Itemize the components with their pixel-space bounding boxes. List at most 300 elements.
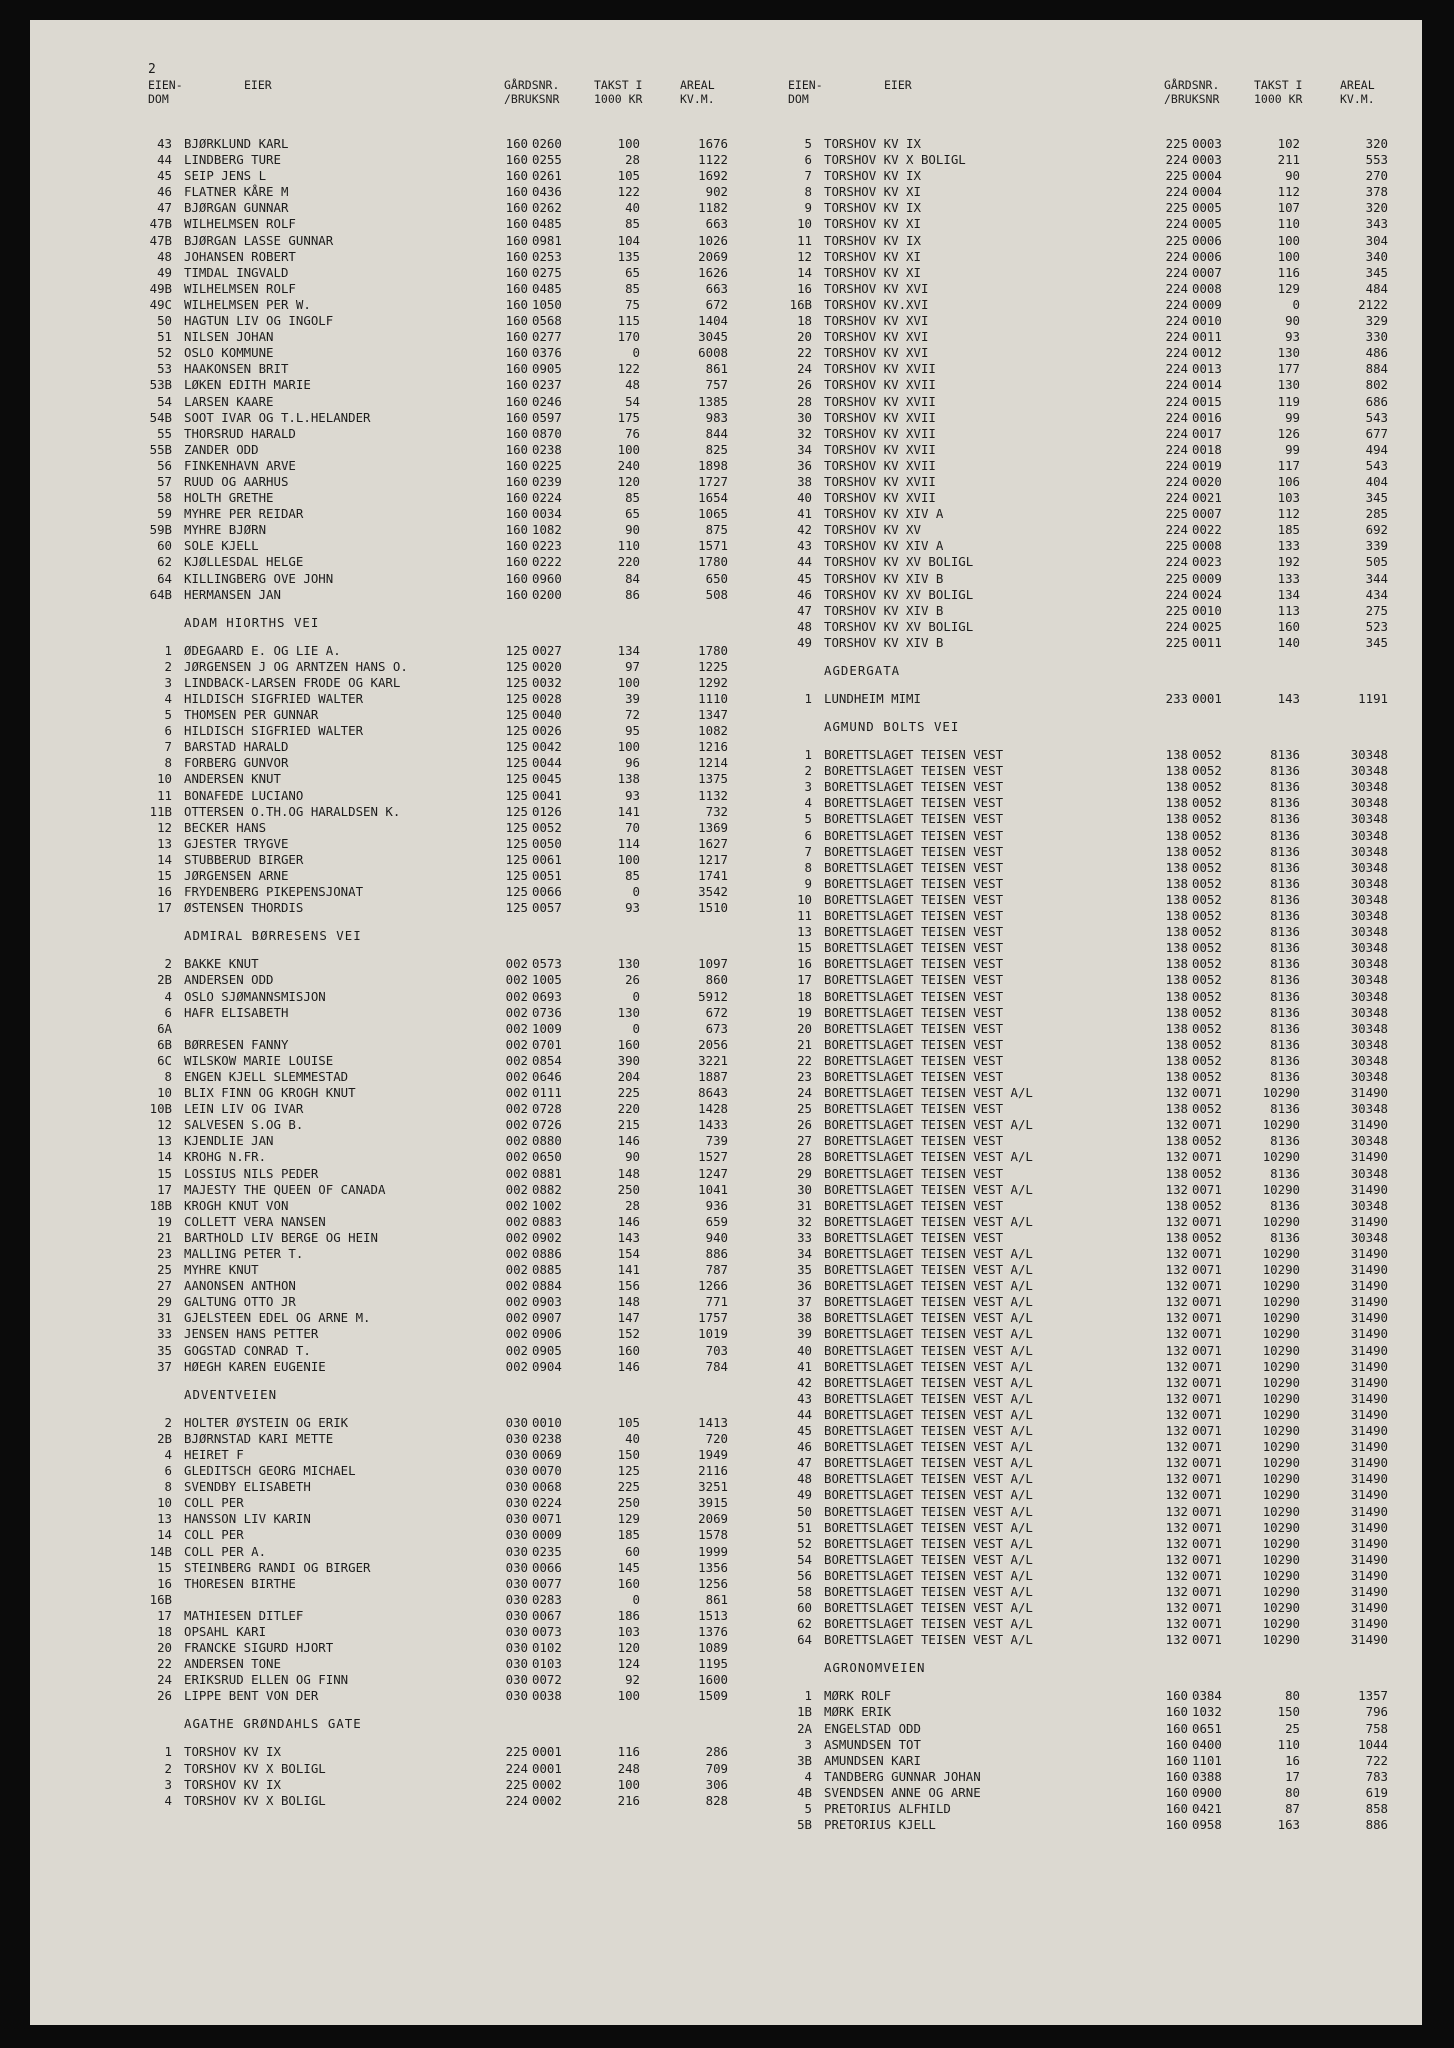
bruksnr: 0071 [1192, 1455, 1222, 1471]
gardsnr: 225 [1165, 232, 1188, 248]
bruksnr: 0073 [532, 1623, 562, 1639]
bruksnr: 0071 [1192, 1085, 1222, 1101]
areal-value: 3915 [698, 1495, 728, 1511]
takst-value: 26 [625, 972, 640, 988]
takst-value: 215 [617, 1117, 640, 1133]
gardsnr: 132 [1165, 1213, 1188, 1229]
takst-value: 0 [632, 988, 640, 1004]
takst-value: 8136 [1270, 827, 1300, 843]
takst-value: 80 [1285, 1784, 1300, 1800]
bruksnr: 0277 [532, 329, 562, 345]
takst-value: 8136 [1270, 795, 1300, 811]
owner-name: TORSHOV KV XVI [824, 313, 929, 329]
property-number: 26 [797, 1117, 812, 1133]
owner-name: THOMSEN PER GUNNAR [184, 707, 319, 723]
bruksnr: 0052 [1192, 1004, 1222, 1020]
bruksnr: 0052 [1192, 1165, 1222, 1181]
gardsnr: 002 [505, 1342, 528, 1358]
bruksnr: 0223 [532, 538, 562, 554]
table-row [788, 1117, 1408, 1133]
property-number: 45 [797, 1423, 812, 1439]
owner-name: GJESTER TRYGVE [184, 835, 289, 851]
property-number: 54B [149, 409, 172, 425]
areal-value: 1780 [698, 554, 728, 570]
bruksnr: 0012 [1192, 345, 1222, 361]
bruksnr: 0066 [532, 1559, 562, 1575]
table-row [788, 1536, 1408, 1552]
owner-name: BJØRGAN LASSE GUNNAR [184, 232, 334, 248]
gardsnr: 160 [505, 184, 528, 200]
takst-value: 8136 [1270, 1068, 1300, 1084]
bruksnr: 0071 [1192, 1342, 1222, 1358]
takst-value: 160 [617, 1036, 640, 1052]
table-row [148, 675, 768, 691]
bruksnr: 0028 [532, 691, 562, 706]
table-row [148, 1198, 768, 1214]
property-number: 52 [797, 1535, 812, 1551]
areal-value: 672 [705, 1004, 728, 1020]
property-number: 21 [797, 1036, 812, 1052]
areal-value: 1757 [698, 1310, 728, 1326]
owner-name: NILSEN JOHAN [184, 329, 274, 345]
owner-name: TORSHOV KV XVII [824, 361, 936, 377]
property-number: 14 [157, 1149, 172, 1165]
property-number: 47 [797, 1455, 812, 1471]
areal-value: 30348 [1350, 1197, 1388, 1213]
owner-name: BORETTSLAGET TEISEN VEST A/L [824, 1278, 1033, 1294]
gardsnr: 125 [505, 739, 528, 755]
property-number: 9 [804, 200, 812, 216]
table-row [788, 1069, 1408, 1085]
gardsnr: 125 [505, 835, 528, 851]
areal-value: 2069 [698, 248, 728, 264]
owner-name: BORETTSLAGET TEISEN VEST [824, 763, 1004, 779]
areal-value: 1413 [698, 1414, 728, 1430]
bruksnr: 0902 [532, 1229, 562, 1245]
gardsnr: 138 [1165, 908, 1188, 924]
property-number: 1 [804, 747, 812, 763]
areal-value: 709 [705, 1760, 728, 1776]
table-row [788, 1704, 1408, 1720]
property-number: 4 [804, 795, 812, 811]
areal-value: 3221 [698, 1052, 728, 1068]
gardsnr: 224 [1165, 490, 1188, 506]
gardsnr: 160 [505, 248, 528, 264]
gardsnr: 160 [1165, 1704, 1188, 1720]
table-row [788, 989, 1408, 1005]
areal-value: 1741 [698, 868, 728, 884]
areal-value: 31490 [1350, 1358, 1388, 1374]
bruksnr: 0052 [1192, 956, 1222, 972]
takst-value: 0 [1292, 296, 1300, 312]
table-row [148, 1053, 768, 1069]
property-number: 31 [797, 1197, 812, 1213]
gardsnr: 160 [505, 538, 528, 554]
header-gardsnr: GÅRDSNR. /BRUKSNR [504, 78, 560, 106]
takst-value: 100 [617, 136, 640, 151]
owner-name: BORETTSLAGET TEISEN VEST [824, 1004, 1004, 1020]
table-row [148, 691, 768, 707]
table-row [788, 216, 1408, 232]
takst-value: 10290 [1262, 1117, 1300, 1133]
gardsnr: 002 [505, 1229, 528, 1245]
takst-value: 105 [617, 168, 640, 184]
bruksnr: 0071 [1192, 1535, 1222, 1551]
bruksnr: 0102 [532, 1640, 562, 1656]
gardsnr: 125 [505, 674, 528, 690]
takst-value: 10290 [1262, 1406, 1300, 1422]
owner-name: TORSHOV KV XV [824, 522, 921, 538]
owner-name: TORSHOV KV IX [824, 136, 921, 151]
areal-value: 30348 [1350, 1036, 1388, 1052]
areal-value: 31490 [1350, 1149, 1388, 1165]
gardsnr: 132 [1165, 1423, 1188, 1439]
takst-value: 105 [617, 1414, 640, 1430]
owner-name: BORETTSLAGET TEISEN VEST [824, 1133, 1004, 1149]
areal-value: 270 [1365, 168, 1388, 184]
areal-value: 31490 [1350, 1616, 1388, 1632]
takst-value: 8136 [1270, 763, 1300, 779]
takst-value: 93 [1285, 329, 1300, 345]
bruksnr: 0010 [1192, 602, 1222, 618]
property-number: 50 [157, 313, 172, 329]
property-number: 30 [797, 409, 812, 425]
owner-name: BORETTSLAGET TEISEN VEST [824, 908, 1004, 924]
property-number: 45 [157, 168, 172, 184]
takst-value: 211 [1277, 152, 1300, 168]
bruksnr: 0071 [1192, 1181, 1222, 1197]
property-number: 44 [797, 554, 812, 570]
property-number: 2B [157, 972, 172, 988]
takst-value: 8136 [1270, 859, 1300, 875]
table-row [788, 972, 1408, 988]
property-number: 14B [149, 1543, 172, 1559]
owner-name: BØRRESEN FANNY [184, 1036, 289, 1052]
areal-value: 275 [1365, 602, 1388, 618]
areal-value: 1780 [698, 642, 728, 658]
areal-value: 285 [1365, 506, 1388, 522]
gardsnr: 224 [1165, 441, 1188, 457]
takst-value: 8136 [1270, 1004, 1300, 1020]
property-number: 38 [797, 1310, 812, 1326]
takst-value: 130 [1277, 377, 1300, 393]
takst-value: 10290 [1262, 1455, 1300, 1471]
gardsnr: 224 [1165, 184, 1188, 200]
property-number: 2 [164, 1760, 172, 1776]
bruksnr: 0246 [532, 393, 562, 409]
bruksnr: 0015 [1192, 393, 1222, 409]
property-number: 48 [797, 1471, 812, 1487]
property-number: 50 [797, 1503, 812, 1519]
property-number: 17 [157, 1607, 172, 1623]
areal-value: 1182 [698, 200, 728, 216]
table-row [788, 1021, 1408, 1037]
gardsnr: 030 [505, 1463, 528, 1479]
owner-name: JENSEN HANS PETTER [184, 1326, 319, 1342]
property-number: 6 [804, 152, 812, 168]
areal-value: 484 [1365, 280, 1388, 296]
gardsnr: 132 [1165, 1342, 1188, 1358]
bruksnr: 0040 [532, 707, 562, 723]
right-column [788, 78, 1408, 1833]
table-row [148, 442, 768, 458]
takst-value: 100 [617, 739, 640, 755]
gardsnr: 132 [1165, 1262, 1188, 1278]
property-number: 1B [797, 1704, 812, 1720]
table-row [148, 1793, 768, 1809]
bruksnr: 0568 [532, 313, 562, 329]
table-row [788, 1182, 1408, 1198]
areal-value: 31490 [1350, 1439, 1388, 1455]
property-number: 15 [157, 868, 172, 884]
owner-name: BORETTSLAGET TEISEN VEST A/L [824, 1390, 1033, 1406]
gardsnr: 030 [505, 1623, 528, 1639]
bruksnr: 0436 [532, 184, 562, 200]
areal-value: 722 [1365, 1752, 1388, 1768]
areal-value: 1887 [698, 1068, 728, 1084]
owner-name: TORSHOV KV XIV B [824, 634, 944, 650]
property-number: 41 [797, 1358, 812, 1374]
property-number: 36 [797, 457, 812, 473]
takst-value: 100 [1277, 248, 1300, 264]
areal-value: 663 [705, 216, 728, 232]
table-row [788, 313, 1408, 329]
areal-value: 1357 [1358, 1688, 1388, 1704]
areal-value: 1256 [698, 1575, 728, 1591]
table-row [788, 1439, 1408, 1455]
areal-value: 30348 [1350, 1133, 1388, 1149]
owner-name: ZANDER ODD [184, 441, 259, 457]
areal-value: 494 [1365, 441, 1388, 457]
gardsnr: 138 [1165, 827, 1188, 843]
property-number: 18B [149, 1197, 172, 1213]
takst-value: 10290 [1262, 1632, 1300, 1648]
bruksnr: 0052 [1192, 747, 1222, 763]
bruksnr: 0071 [1192, 1439, 1222, 1455]
owner-name: TORSHOV KV XV BOLIGL [824, 554, 974, 570]
owner-name: TORSHOV KV IX [824, 200, 921, 216]
bruksnr: 0052 [1192, 779, 1222, 795]
areal-value: 505 [1365, 554, 1388, 570]
owner-name: BORETTSLAGET TEISEN VEST [824, 779, 1004, 795]
owner-name: HANSSON LIV KARIN [184, 1511, 311, 1527]
bruksnr: 0022 [1192, 522, 1222, 538]
owner-name: TORSHOV KV XI [824, 248, 921, 264]
areal-value: 2122 [1358, 296, 1388, 312]
areal-value: 31490 [1350, 1181, 1388, 1197]
takst-value: 0 [632, 884, 640, 900]
table-row [788, 458, 1408, 474]
gardsnr: 138 [1165, 843, 1188, 859]
gardsnr: 138 [1165, 891, 1188, 907]
property-number: 64 [157, 570, 172, 586]
owner-name: KJENDLIE JAN [184, 1133, 274, 1149]
property-number: 3 [804, 1736, 812, 1752]
bruksnr: 0882 [532, 1181, 562, 1197]
table-row [148, 458, 768, 474]
owner-name: BORETTSLAGET TEISEN VEST [824, 827, 1004, 843]
table-row [788, 426, 1408, 442]
bruksnr: 0111 [532, 1085, 562, 1101]
takst-value: 87 [1285, 1801, 1300, 1816]
takst-value: 10290 [1262, 1551, 1300, 1567]
property-number: 31 [157, 1310, 172, 1326]
property-number: 18 [797, 313, 812, 329]
property-number: 2 [804, 763, 812, 779]
gardsnr: 160 [505, 361, 528, 377]
takst-value: 92 [625, 1672, 640, 1688]
gardsnr: 030 [505, 1527, 528, 1543]
gardsnr: 002 [505, 1117, 528, 1133]
gardsnr: 224 [1165, 554, 1188, 570]
owner-name: STEINBERG RANDI OG BIRGER [184, 1559, 371, 1575]
property-number: 6A [157, 1020, 172, 1036]
areal-value: 553 [1365, 152, 1388, 168]
table-row [788, 1504, 1408, 1520]
property-number: 2 [164, 1414, 172, 1430]
table-row [788, 1326, 1408, 1342]
table-row [148, 1447, 768, 1463]
takst-value: 10290 [1262, 1439, 1300, 1455]
property-number: 29 [797, 1165, 812, 1181]
property-number: 36 [797, 1278, 812, 1294]
gardsnr: 160 [1165, 1784, 1188, 1800]
bruksnr: 0002 [532, 1776, 562, 1792]
bruksnr: 0884 [532, 1278, 562, 1294]
areal-value: 1065 [698, 506, 728, 522]
areal-value: 3045 [698, 329, 728, 345]
bruksnr: 0052 [1192, 908, 1222, 924]
areal-value: 1428 [698, 1101, 728, 1117]
gardsnr: 132 [1165, 1085, 1188, 1101]
bruksnr: 0038 [532, 1688, 562, 1704]
property-number: 18 [797, 988, 812, 1004]
takst-value: 8136 [1270, 1229, 1300, 1245]
table-row [788, 345, 1408, 361]
property-number: 47B [149, 216, 172, 232]
gardsnr: 030 [505, 1640, 528, 1656]
gardsnr: 224 [1165, 457, 1188, 473]
property-number: 22 [797, 345, 812, 361]
header-takst: TAKST I 1000 KR [594, 78, 643, 106]
bruksnr: 0071 [1192, 1583, 1222, 1599]
table-row [148, 1326, 768, 1342]
gardsnr: 160 [505, 570, 528, 586]
areal-value: 825 [705, 441, 728, 457]
takst-value: 116 [617, 1744, 640, 1760]
owner-name: BORETTSLAGET TEISEN VEST A/L [824, 1117, 1033, 1133]
property-number: 27 [797, 1133, 812, 1149]
takst-value: 163 [1277, 1817, 1300, 1833]
bruksnr: 0006 [1192, 232, 1222, 248]
takst-value: 204 [617, 1068, 640, 1084]
table-row [788, 249, 1408, 265]
property-number: 10B [149, 1101, 172, 1117]
property-number: 62 [157, 554, 172, 570]
table-row [148, 1343, 768, 1359]
owner-name: ASMUNDSEN TOT [824, 1736, 921, 1752]
owner-name: BORETTSLAGET TEISEN VEST A/L [824, 1583, 1033, 1599]
bruksnr: 0071 [1192, 1310, 1222, 1326]
takst-value: 225 [617, 1479, 640, 1495]
areal-value: 1376 [698, 1623, 728, 1639]
table-row [788, 1785, 1408, 1801]
areal-value: 739 [705, 1133, 728, 1149]
gardsnr: 160 [1165, 1801, 1188, 1816]
bruksnr: 0881 [532, 1165, 562, 1181]
gardsnr: 125 [505, 803, 528, 819]
table-row [148, 474, 768, 490]
takst-value: 122 [617, 184, 640, 200]
owner-name: GJELSTEEN EDEL OG ARNE M. [184, 1310, 371, 1326]
gardsnr: 224 [1165, 393, 1188, 409]
table-row [148, 538, 768, 554]
bruksnr: 0880 [532, 1133, 562, 1149]
areal-value: 345 [1365, 264, 1388, 280]
areal-value: 1082 [698, 723, 728, 739]
owner-name: GOGSTAD CONRAD T. [184, 1342, 311, 1358]
owner-name: ØDEGAARD E. OG LIE A. [184, 642, 341, 658]
property-number: 42 [797, 522, 812, 538]
bruksnr: 0071 [1192, 1600, 1222, 1616]
bruksnr: 0870 [532, 425, 562, 441]
takst-value: 10290 [1262, 1310, 1300, 1326]
areal-value: 31490 [1350, 1406, 1388, 1422]
gardsnr: 224 [1165, 618, 1188, 634]
table-row [788, 1359, 1408, 1375]
takst-value: 160 [617, 1342, 640, 1358]
bruksnr: 0071 [1192, 1423, 1222, 1439]
takst-value: 143 [1277, 691, 1300, 706]
bruksnr: 0485 [532, 216, 562, 232]
table-row [788, 635, 1408, 651]
takst-value: 150 [617, 1446, 640, 1462]
owner-name: MYHRE KNUT [184, 1262, 259, 1278]
bruksnr: 0650 [532, 1149, 562, 1165]
table-row [148, 168, 768, 184]
gardsnr: 138 [1165, 1020, 1188, 1036]
bruksnr: 1002 [532, 1197, 562, 1213]
owner-name: RUUD OG AARHUS [184, 473, 289, 489]
takst-value: 110 [1277, 216, 1300, 232]
bruksnr: 0003 [1192, 152, 1222, 168]
takst-value: 117 [1277, 457, 1300, 473]
table-row [148, 152, 768, 168]
property-number: 6C [157, 1052, 172, 1068]
takst-value: 104 [617, 232, 640, 248]
table-row [788, 168, 1408, 184]
gardsnr: 138 [1165, 988, 1188, 1004]
takst-value: 10290 [1262, 1503, 1300, 1519]
gardsnr: 138 [1165, 1165, 1188, 1181]
bruksnr: 0485 [532, 280, 562, 296]
owner-name: TORSHOV KV XIV A [824, 506, 944, 522]
owner-name: BORETTSLAGET TEISEN VEST [824, 1020, 1004, 1036]
takst-value: 100 [1277, 232, 1300, 248]
owner-name: AANONSEN ANTHON [184, 1278, 296, 1294]
gardsnr: 224 [1165, 522, 1188, 538]
takst-value: 116 [1277, 264, 1300, 280]
areal-value: 345 [1365, 490, 1388, 506]
owner-name: ENGEN KJELL SLEMMESTAD [184, 1068, 349, 1084]
takst-value: 39 [625, 691, 640, 706]
owner-name: MYHRE BJØRN [184, 522, 267, 538]
table-row [788, 1149, 1408, 1165]
bruksnr: 0067 [532, 1607, 562, 1623]
gardsnr: 224 [1165, 586, 1188, 602]
takst-value: 8136 [1270, 891, 1300, 907]
property-number: 54 [797, 1551, 812, 1567]
